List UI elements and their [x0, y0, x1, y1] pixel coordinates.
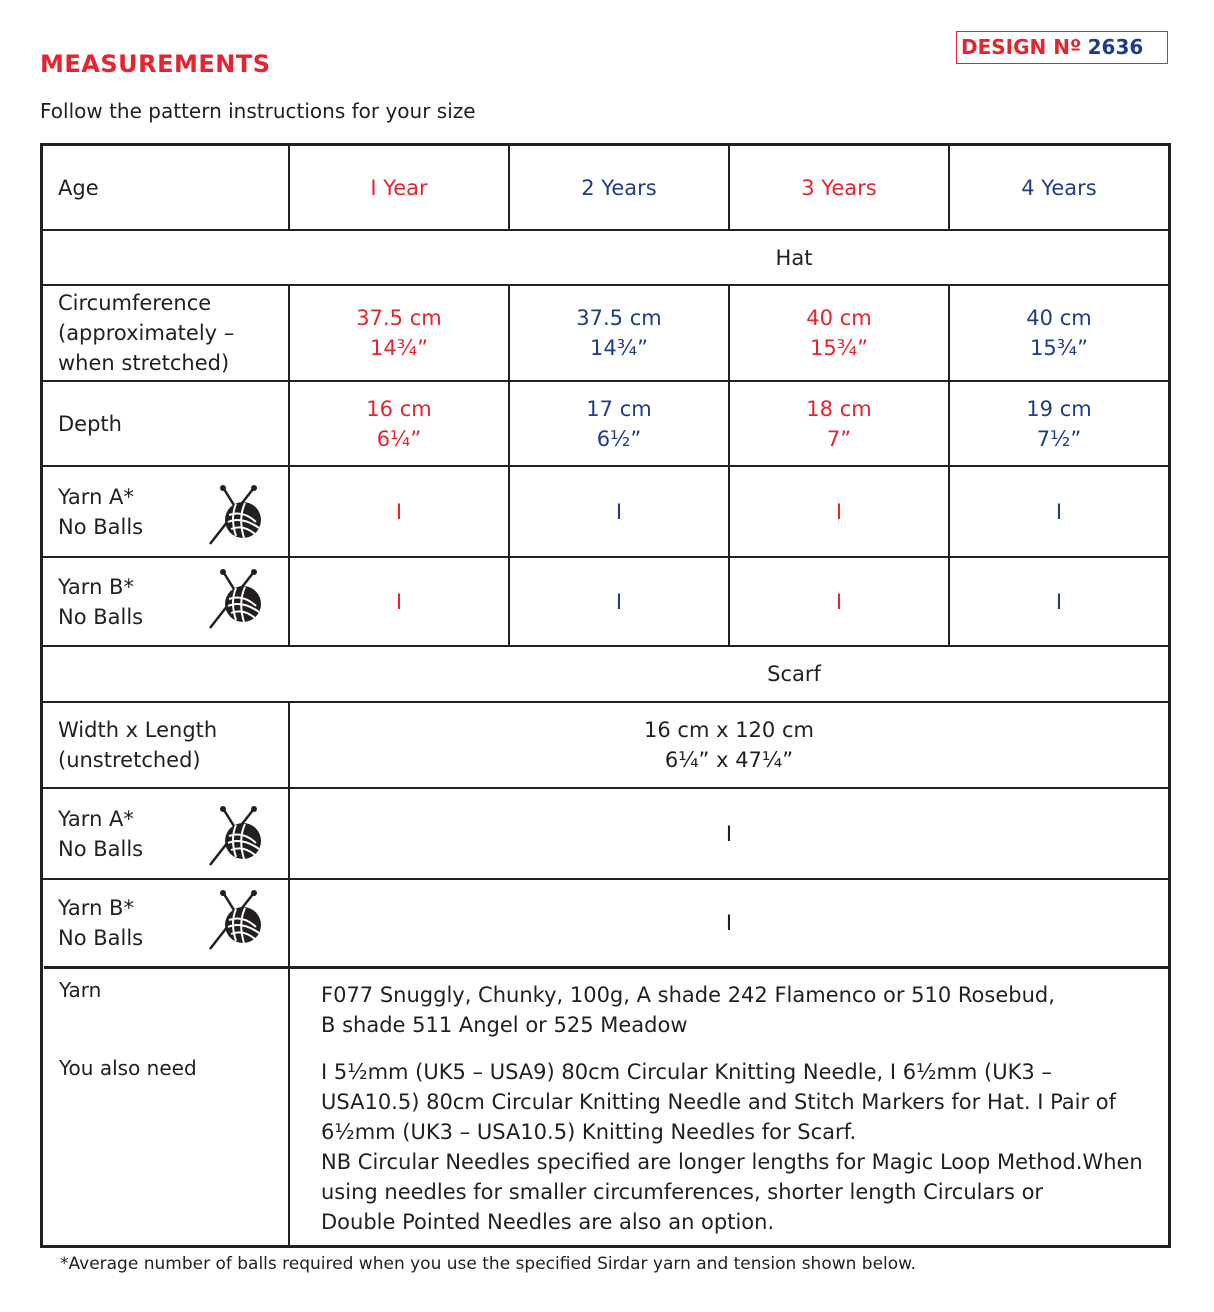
size-3-years: 3 Years: [801, 175, 877, 200]
also-line: Double Pointed Needles are also an option.: [321, 1210, 775, 1234]
yarn-line: B shade 511 Angel or 525 Meadow: [321, 1013, 688, 1037]
hat-yarn-a-value: I: [1055, 499, 1063, 524]
depth-in: 6¼”: [376, 426, 422, 451]
circumference-value: [290, 286, 508, 380]
circumference-in: 14¾”: [590, 336, 648, 360]
yarn-label-line: No Balls: [58, 836, 144, 861]
depth-cm: 17 cm: [586, 396, 652, 421]
yarn-label-line: No Balls: [58, 604, 144, 629]
hat-yarn-a-value: I: [615, 499, 623, 524]
circumference-value: [950, 286, 1168, 380]
size-1-year: I Year: [370, 175, 428, 200]
circumference-label-line: Circumference: [58, 291, 212, 315]
yarn-label-line: Yarn A*: [58, 806, 134, 831]
yarn-line: F077 Snuggly, Chunky, 100g, A shade 242 Flamenco or 510 Rosebud,: [321, 983, 1055, 1007]
yarn-ball-icon: [208, 803, 264, 875]
page-title: MEASUREMENTS: [40, 50, 271, 78]
also-line: NB Circular Needles specified are longer lengths for Magic Loop Method.When: [321, 1150, 1143, 1174]
hat-yarn-b-value: I: [1055, 589, 1063, 614]
size-4-years: 4 Years: [1021, 175, 1097, 200]
also-need-label: You also need: [59, 1056, 197, 1080]
also-line: using needles for smaller circumferences, shorter length Circulars or: [321, 1180, 1044, 1204]
depth-value: [510, 382, 728, 465]
also-line: 6½mm (UK3 – USA10.5) Knitting Needles for Scarf.: [321, 1120, 857, 1144]
hat-yarn-a-value: I: [835, 499, 843, 524]
subtitle: Follow the pattern instructions for your size: [40, 99, 476, 123]
circumference-in: 15¾”: [810, 336, 868, 360]
hat-yarn-a-value: I: [395, 499, 403, 524]
yarn-label-line: Yarn B*: [58, 896, 134, 920]
depth-value: [730, 382, 948, 465]
circumference-label-line: (approximately –: [58, 321, 235, 345]
hat-heading: Hat: [775, 245, 813, 270]
yarn-ball-icon: [208, 566, 264, 638]
age-label: Age: [58, 175, 99, 200]
scarf-yarn-a-value: I: [725, 821, 733, 846]
depth-in: 7”: [826, 426, 852, 451]
depth-in: 7½”: [1036, 426, 1082, 451]
circumference-label-line: when stretched): [58, 351, 230, 375]
depth-cm: 16 cm: [366, 396, 432, 421]
width-length-label-line: (unstretched): [58, 748, 201, 772]
circumference-label: [42, 286, 288, 380]
yarn-ball-icon: [208, 887, 264, 959]
yarn-label-line: No Balls: [58, 926, 144, 950]
circumference-in: 14¾”: [370, 336, 428, 360]
width-length-value: [290, 703, 1168, 787]
circumference-value: [730, 286, 948, 380]
hat-yarn-b-value: I: [835, 589, 843, 614]
scarf-heading: Scarf: [767, 662, 821, 686]
depth-value: [950, 382, 1168, 465]
depth-in: 6½”: [596, 426, 642, 451]
circumference-cm: 40 cm: [1026, 306, 1092, 330]
design-number-box: [956, 31, 1168, 64]
also-line: USA10.5) 80cm Circular Knitting Needle and Stitch Markers for Hat. I Pair of: [321, 1090, 1117, 1114]
depth-cm: 18 cm: [806, 396, 872, 421]
design-label: DESIGN Nº: [961, 35, 1082, 59]
hat-yarn-b-value: I: [395, 589, 403, 614]
yarn-description: [321, 980, 1151, 1040]
width-length-cm: 16 cm x 120 cm: [644, 718, 814, 742]
circumference-cm: 37.5 cm: [356, 306, 442, 330]
yarn-ball-icon: [208, 482, 264, 554]
circumference-in: 15¾”: [1030, 336, 1088, 360]
hat-yarn-b-value: I: [615, 589, 623, 614]
scarf-yarn-b-value: I: [725, 911, 733, 935]
depth-cm: 19 cm: [1026, 396, 1092, 421]
width-length-in: 6¼” x 47¼”: [664, 748, 794, 772]
also-line: I 5½mm (UK5 – USA9) 80cm Circular Knitting Needle, I 6½mm (UK3 –: [321, 1060, 1052, 1084]
also-need-description: [321, 1057, 1151, 1237]
yarn-label-line: Yarn A*: [58, 484, 134, 509]
design-number: 2636: [1087, 35, 1144, 59]
yarn-label-line: Yarn B*: [58, 574, 134, 599]
width-length-label: [42, 703, 288, 787]
depth-value: [290, 382, 508, 465]
width-length-label-line: Width x Length: [58, 718, 218, 742]
circumference-value: [510, 286, 728, 380]
size-2-years: 2 Years: [581, 175, 657, 200]
yarn-label-line: No Balls: [58, 514, 144, 539]
yarn-label: Yarn: [59, 978, 102, 1002]
circumference-cm: 40 cm: [806, 306, 872, 330]
depth-label: Depth: [58, 411, 122, 436]
footnote: *Average number of balls required when you use the specified Sirdar yarn and tension shown below.: [60, 1254, 916, 1274]
circumference-cm: 37.5 cm: [576, 306, 662, 330]
